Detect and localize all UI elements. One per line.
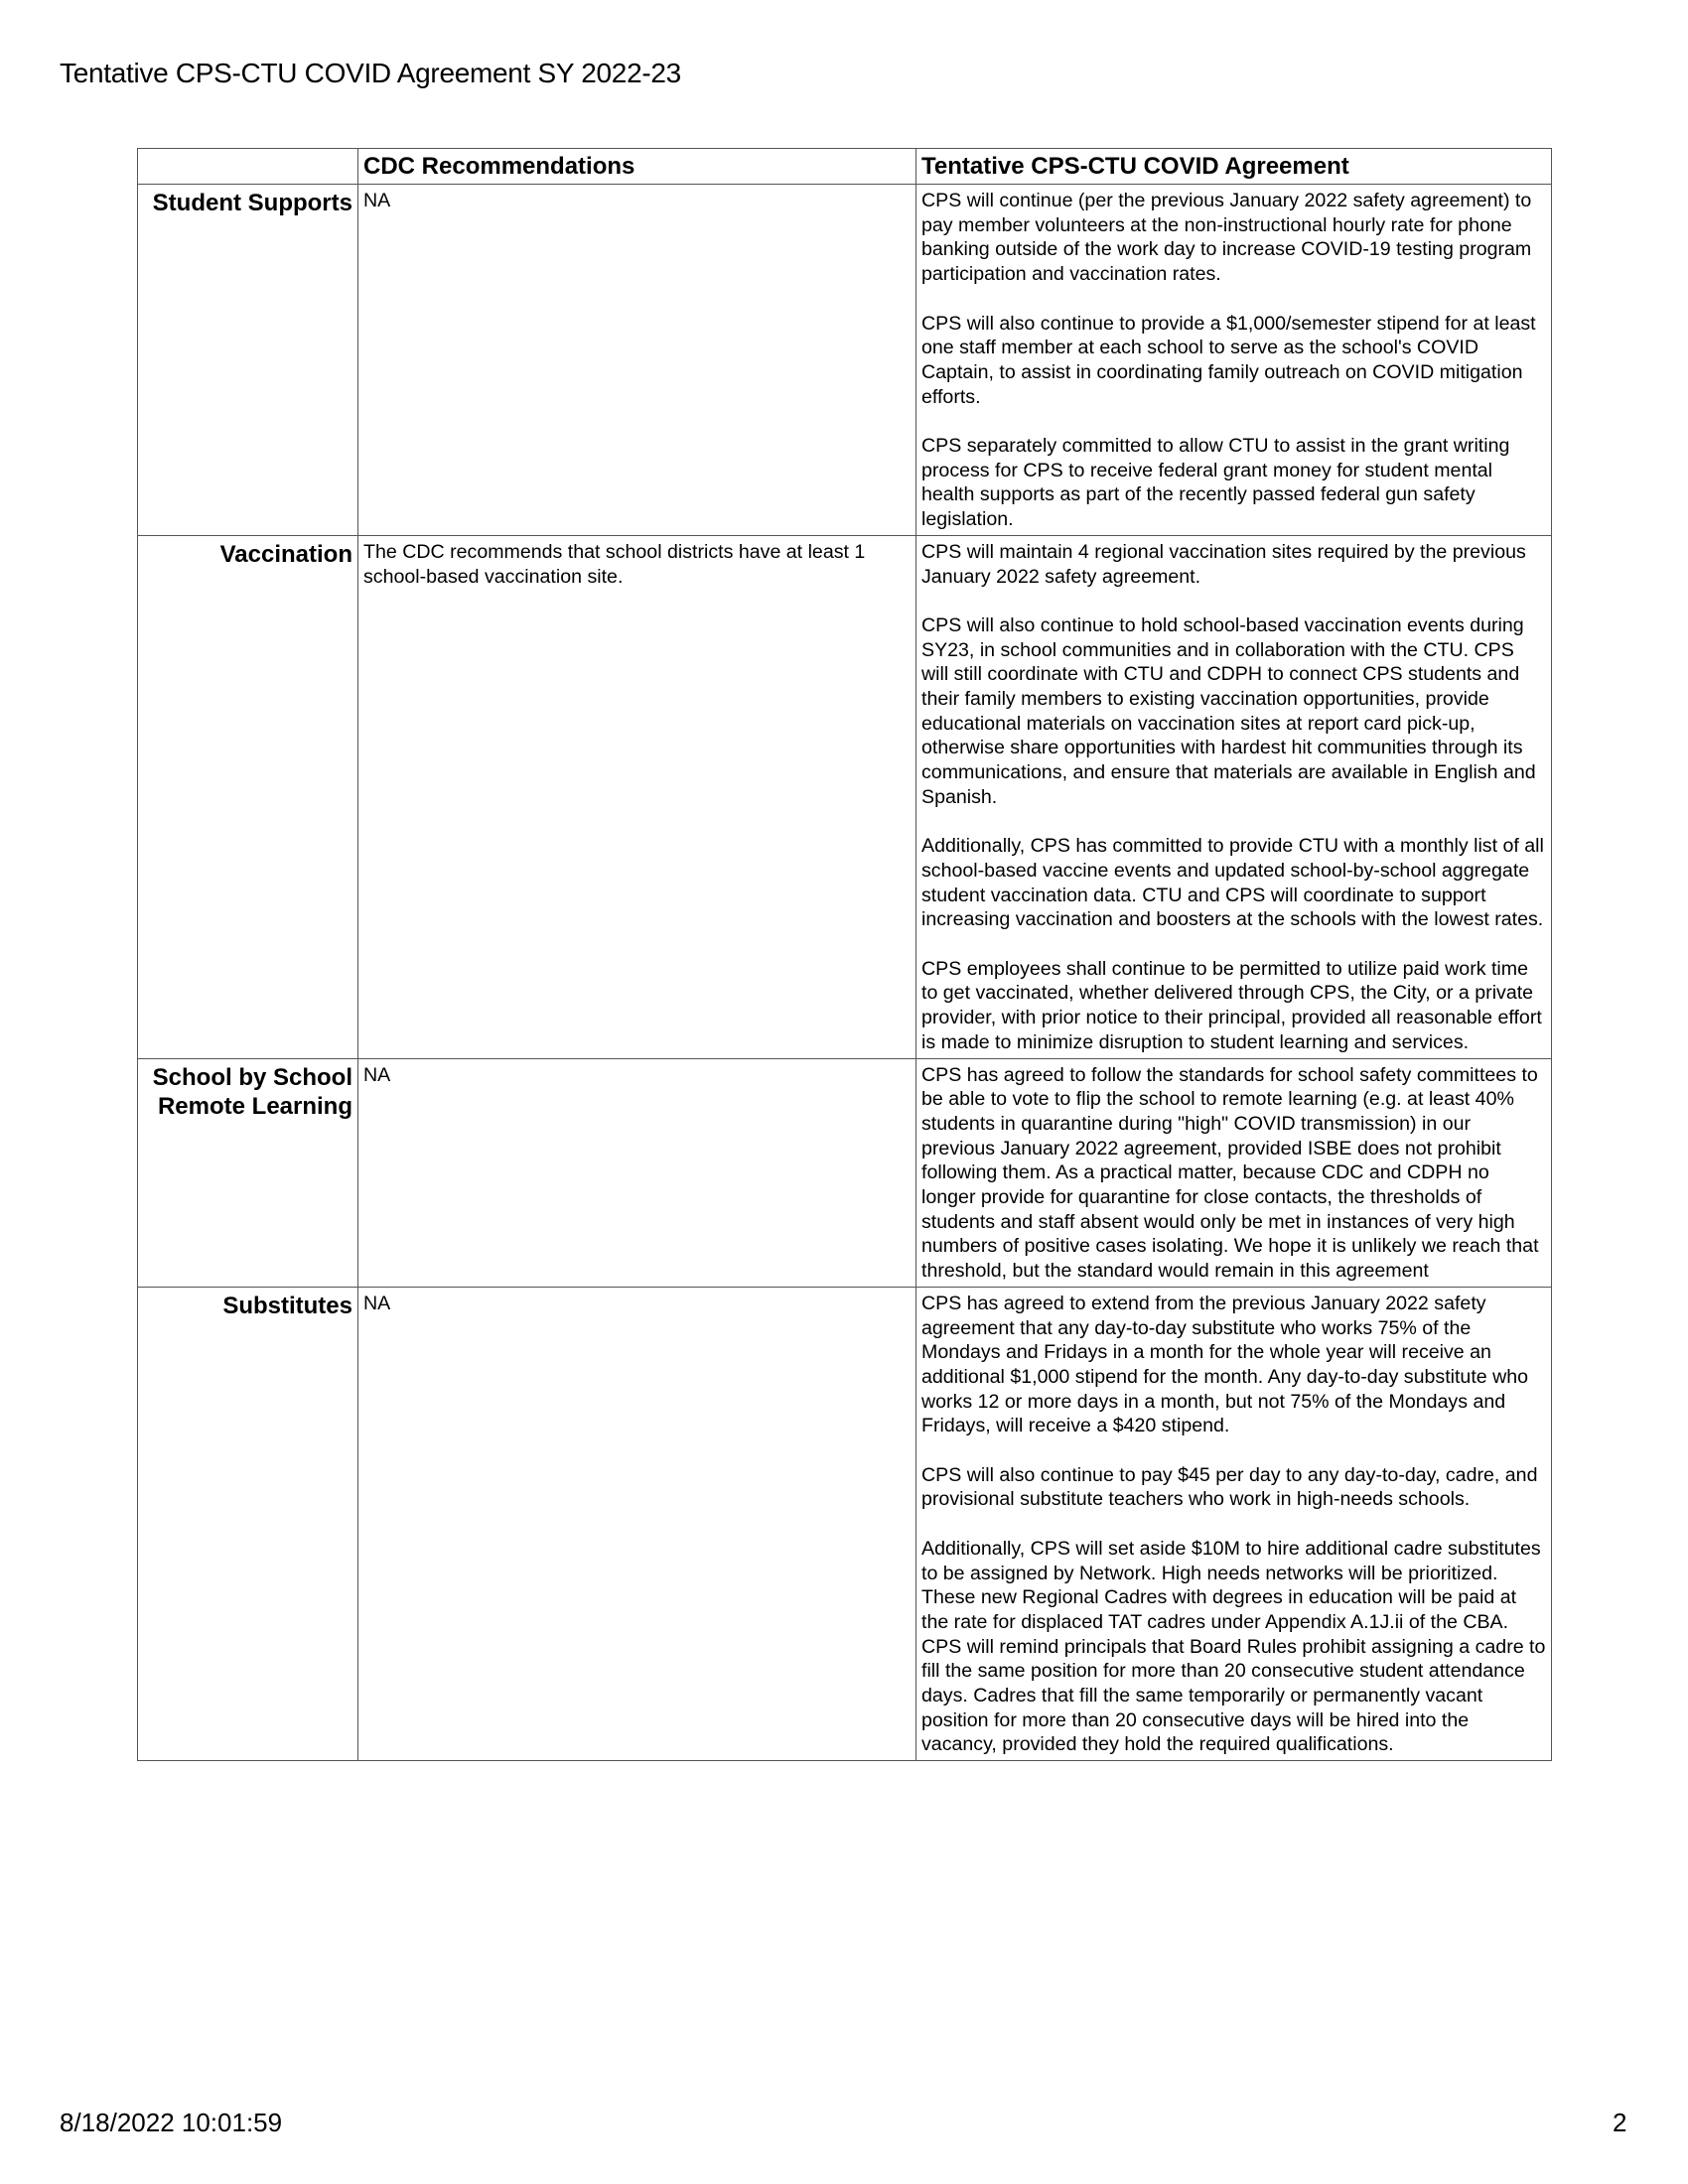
agreement-cell — [916, 185, 1552, 536]
agreement-paragraph: CPS will also continue to provide a $1,000/semester stipend for at least one staff member at each school to serve as the school's COVID Captain, to assist in coordinating family outreach on COVID mitigation efforts. — [921, 312, 1536, 408]
agreement-paragraph: CPS will continue (per the previous January 2022 safety agreement) to pay member volunteers at the non-instructional hourly rate for phone banking outside of the work day to increase COVID-19 testing program participation and vaccination rates. — [921, 190, 1532, 286]
header-cdc-recommendations: CDC Recommendations — [358, 149, 916, 185]
row-label: Substitutes — [138, 1287, 358, 1760]
row-label: School by School Remote Learning — [138, 1058, 358, 1287]
agreement-paragraph: CPS will maintain 4 regional vaccination sites required by the previous January 2022 safety agreement. — [921, 540, 1526, 588]
cdc-recommendation-cell: The CDC recommends that school districts have at least 1 school-based vaccination site. — [358, 535, 916, 1058]
agreement-paragraph: CPS will also continue to pay $45 per day to any day-to-day, cadre, and provisional substitute teachers who work in high-needs schools. — [921, 1463, 1538, 1511]
document-title: Tentative CPS-CTU COVID Agreement SY 2022-23 — [60, 58, 681, 88]
table-row-remote-learning — [138, 1058, 1552, 1287]
agreement-paragraph: CPS has agreed to extend from the previous January 2022 safety agreement that any day-to-day substitute who works 75% of the Mondays and Fridays in a month for the whole year will receive an additional $1,000 stipend for the month. Any day-to-day substitute who works 12 or more days in a month, but not 75% of the Mondays and Fridays, will receive a $420 stipend. — [921, 1292, 1529, 1437]
table-header-row — [138, 149, 1552, 185]
agreement-paragraph: CPS employees shall continue to be permitted to utilize paid work time to get vaccinated, whether delivered through CPS, the City, or a private provider, with prior notice to their principal, provided all reasonable effort is made to minimize disruption to student learning and services. — [921, 957, 1542, 1053]
agreement-cell — [916, 1287, 1552, 1760]
page-number: 2 — [1613, 2108, 1627, 2137]
header-blank — [138, 149, 358, 185]
table-row-substitutes — [138, 1287, 1552, 1760]
cdc-recommendation-cell: NA — [358, 185, 916, 536]
header-agreement: Tentative CPS-CTU COVID Agreement — [916, 149, 1552, 185]
table-row-student-supports — [138, 185, 1552, 536]
agreement-paragraph: Additionally, CPS has committed to provide CTU with a monthly list of all school-based vaccine events and updated school-by-school aggregate student vaccination data. CTU and CPS will coordinate to support increasing vaccination and boosters at the schools with the lowest rates. — [921, 835, 1544, 931]
row-label: Vaccination — [138, 535, 358, 1058]
cdc-recommendation-cell: NA — [358, 1287, 916, 1760]
agreement-paragraph: CPS will also continue to hold school-based vaccination events during SY23, in school communities and in collaboration with the CTU. CPS will still coordinate with CTU and CDPH to connect CPS students and their family members to existing vaccination opportunities, provide educational materials on vaccination sites at report card pick-up, otherwise share opportunities with hardest hit communities through its communications, and ensure that materials are available in English and Spanish. — [921, 614, 1536, 808]
agreement-paragraph: CPS has agreed to follow the standards for school safety committees to be able to vote to flip the school to remote learning (e.g. at least 40% students in quarantine during "high" COVID transmission) in our previous January 2022 agreement, provided ISBE does not prohibit following them. As a practical matter, because CDC and CDPH no longer provide for quarantine for close contacts, the thresholds of students and staff absent would only be met in instances of very high numbers of positive cases isolating. We hope it is unlikely we reach that threshold, but the standard would remain in this agreement — [921, 1063, 1539, 1283]
agreement-table — [137, 148, 1552, 1761]
agreement-paragraph: CPS separately committed to allow CTU to assist in the grant writing process for CPS to receive federal grant money for student mental health supports as part of the recently passed federal gun safety legislation. — [921, 435, 1510, 531]
agreement-paragraph: Additionally, CPS will set aside $10M to hire additional cadre substitutes to be assigned by Network. High needs networks will be prioritized. These new Regional Cadres with degrees in education will be paid at the rate for displaced TAT cadres under Appendix A.1J.ii of the CBA. CPS will remind principals that Board Rules prohibit assigning a cadre to fill the same position for more than 20 consecutive student attendance days. Cadres that fill the same temporarily or permanently vacant position for more than 20 consecutive days will be hired into the vacancy, provided they hold the required qualifications. — [921, 1537, 1546, 1756]
agreement-cell — [916, 1058, 1552, 1287]
table-row-vaccination — [138, 535, 1552, 1058]
row-label: Student Supports — [138, 185, 358, 536]
agreement-cell — [916, 535, 1552, 1058]
cdc-recommendation-cell: NA — [358, 1058, 916, 1287]
footer-timestamp: 8/18/2022 10:01:59 — [60, 2108, 283, 2137]
